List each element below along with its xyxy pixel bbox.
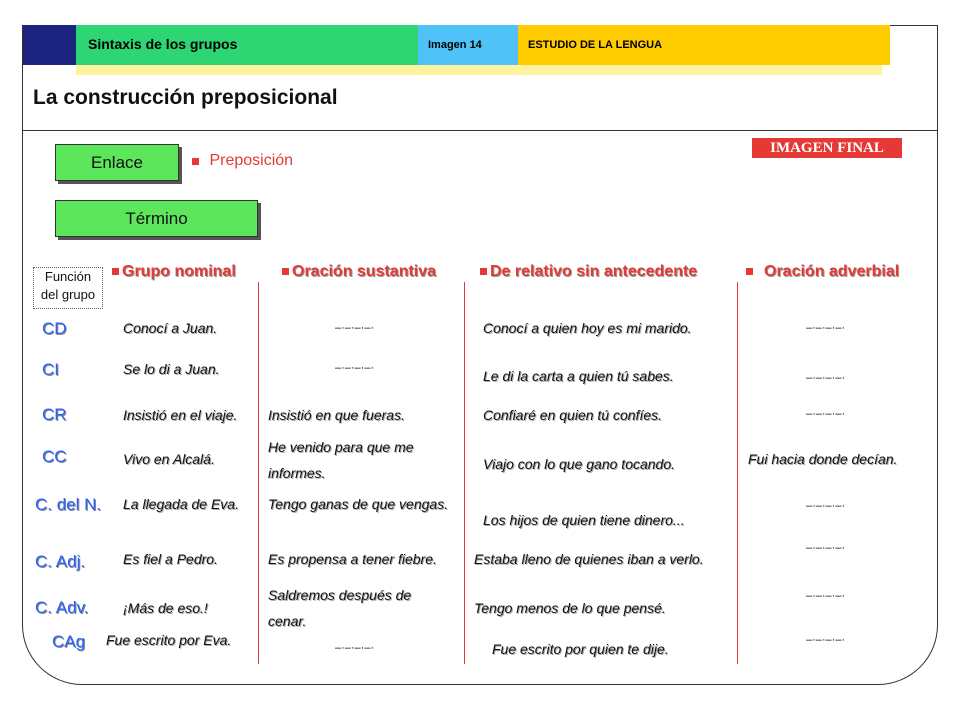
cell-os-cc: He venido para que me informes. xyxy=(268,439,414,481)
cell-os-cadj: Es propensa a tener fiebre. xyxy=(268,551,437,567)
cell-adv-cadv: –·–·–·–· xyxy=(806,590,846,602)
cell-adv-cdeln: –·–·–·–· xyxy=(806,500,846,512)
col-head-grupo-nominal: Grupo nominal xyxy=(112,263,236,281)
col-head-oracion-sustantiva: Oración sustantiva xyxy=(282,263,436,281)
cell-adv-cag: –·–·–·–· xyxy=(806,634,846,646)
enlace-label: Enlace xyxy=(91,152,143,172)
cell-os-cdeln: Tengo ganas de que vengas. xyxy=(268,496,449,512)
bullet-icon xyxy=(746,268,753,275)
cell-gn-ci: Se lo di a Juan. xyxy=(123,361,220,377)
preposicion-item xyxy=(192,152,293,170)
cell-adv-cr: –·–·–·–· xyxy=(806,408,846,420)
cell-os-ci: –·–·–·–· xyxy=(335,362,375,374)
cell-adv-cd: –·–·–·–· xyxy=(806,322,846,334)
funcion-del-grupo xyxy=(33,267,103,309)
cell-gn-cadj: Es fiel a Pedro. xyxy=(123,551,218,567)
row-label-cadv: C. Adv. xyxy=(35,598,89,617)
cell-os-cadv: Saldremos después de cenar. xyxy=(268,587,412,629)
termino-box xyxy=(55,200,258,237)
preposicion-label: Preposición xyxy=(209,152,294,169)
row-label-cag: CAg xyxy=(52,632,86,651)
cell-rel-cc: Viajo con lo que gano tocando. xyxy=(483,456,676,472)
cell-adv-cc: Fui hacia donde decían. xyxy=(748,451,898,467)
row-label-cr: CR xyxy=(42,405,67,424)
cell-os-cr: Insistió en que fueras. xyxy=(268,407,405,423)
cell-rel-cdeln: Los hijos de quien tiene dinero... xyxy=(483,512,685,528)
col-head-relativo: De relativo sin antecedente xyxy=(480,263,697,281)
cell-adv-cadj: –·–·–·–· xyxy=(806,542,846,554)
cell-gn-cag: Fue escrito por Eva. xyxy=(106,632,232,648)
bullet-icon xyxy=(282,268,289,275)
enlace-box xyxy=(55,144,179,181)
funcion-line1: Función xyxy=(44,269,92,284)
cell-rel-ci: Le di la carta a quien tú sabes. xyxy=(483,368,674,384)
header-image-number: Imagen 14 xyxy=(428,39,482,51)
termino-label: Término xyxy=(125,208,188,228)
slide-frame xyxy=(22,25,938,685)
title-divider xyxy=(22,130,938,131)
imagen-final-badge: IMAGEN FINAL xyxy=(752,138,902,158)
cell-rel-cd: Conocí a quien hoy es mi marido. xyxy=(483,320,692,336)
cell-os-cd: –·–·–·–· xyxy=(335,322,375,334)
cell-os-cag: –·–·–·–· xyxy=(335,642,375,654)
funcion-line2: del grupo xyxy=(40,287,96,302)
cell-gn-cc: Vivo en Alcalá. xyxy=(123,451,215,467)
row-label-cc: CC xyxy=(42,447,67,466)
cell-gn-cadv: ¡Más de eso.! xyxy=(123,600,208,616)
column-divider xyxy=(258,282,259,664)
header-section-title: Sintaxis de los grupos xyxy=(88,36,238,52)
header-subject: ESTUDIO DE LA LENGUA xyxy=(528,39,663,51)
frame-top-edge xyxy=(890,25,938,26)
cell-rel-cadv: Tengo menos de lo que pensé. xyxy=(474,600,666,616)
cell-rel-cag: Fue escrito por quien te dije. xyxy=(492,641,669,657)
row-label-ci: CI xyxy=(42,360,59,379)
row-label-cd: CD xyxy=(42,319,67,338)
bullet-icon xyxy=(480,268,487,275)
bullet-icon xyxy=(192,158,199,165)
col-head-oracion-adverbial: Oración adverbial xyxy=(746,263,899,281)
column-divider xyxy=(737,282,738,664)
cell-gn-cdeln: La llegada de Eva. xyxy=(123,496,239,512)
cell-rel-cr: Confiaré en quien tú confíes. xyxy=(483,407,663,423)
cell-gn-cd: Conocí a Juan. xyxy=(123,320,218,336)
page-title: La construcción preposicional xyxy=(33,86,338,109)
cell-adv-ci: –·–·–·–· xyxy=(806,372,846,384)
row-label-cdeln: C. del N. xyxy=(35,495,102,514)
cell-gn-cr: Insistió en el viaje. xyxy=(123,407,238,423)
bullet-icon xyxy=(112,268,119,275)
cell-rel-cadj: Estaba lleno de quienes iban a verlo. xyxy=(474,551,704,567)
row-label-cadj: C. Adj. xyxy=(35,552,86,571)
column-divider xyxy=(464,282,465,664)
